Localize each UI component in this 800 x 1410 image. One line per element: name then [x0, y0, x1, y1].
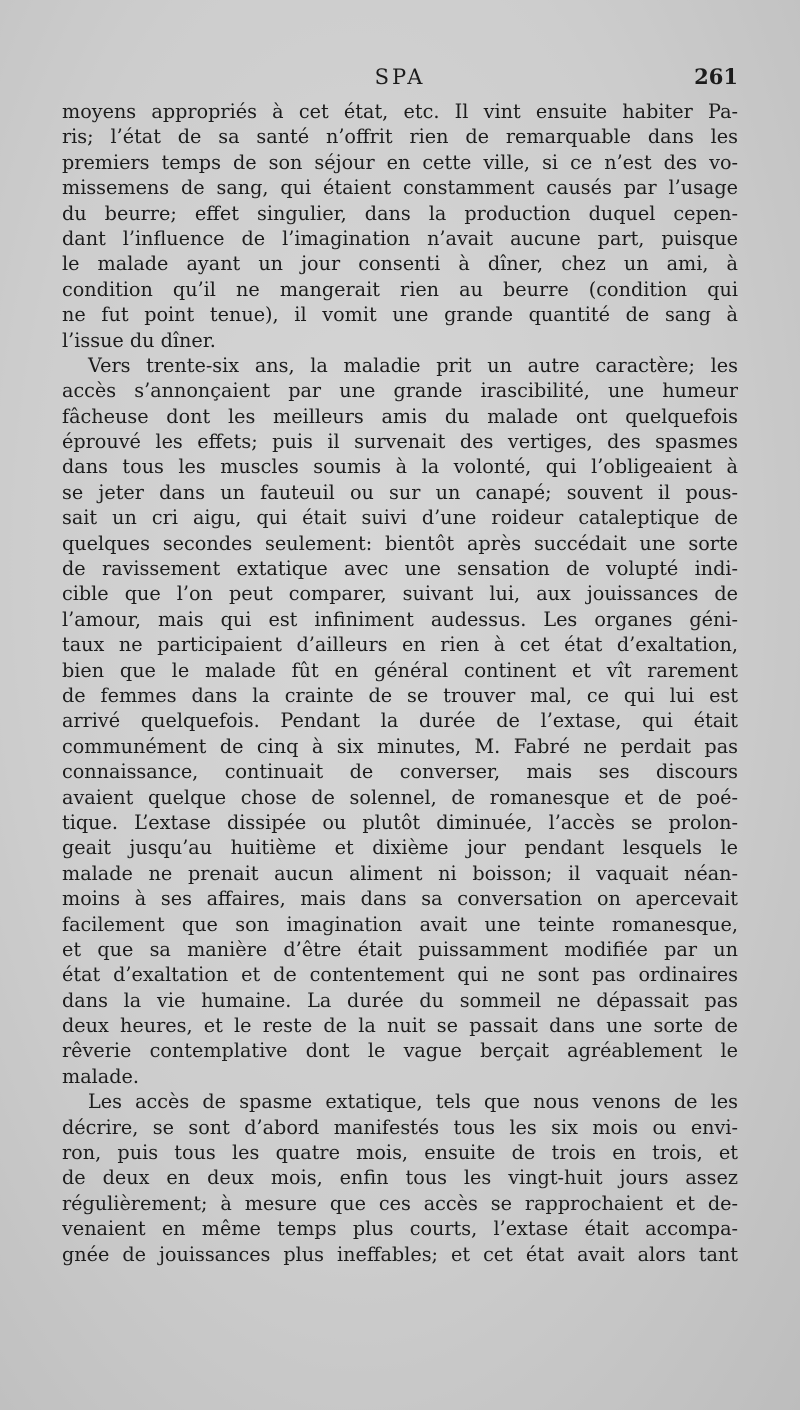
- text-line: quelques secondes seulement: bientôt après succédait une sorte: [62, 531, 738, 555]
- text-line: deux heures, et le reste de la nuit se passait dans une sorte de: [62, 1014, 738, 1038]
- text-line: le malade ayant un jour consenti à dîner, chez un ami, à: [62, 252, 738, 276]
- text-line: ron, puis tous les quatre mois, ensuite de trois en trois, et: [62, 1141, 738, 1165]
- text-line: communément de cinq à six minutes, M. Fabré ne perdait pas: [62, 734, 738, 758]
- text-line: ne fut point tenue), il vomit une grande quantité de sang à: [62, 303, 738, 327]
- text-line: premiers temps de son séjour en cette ville, si ce n’est des vo-: [62, 150, 738, 174]
- text-line: taux ne participaient d’ailleurs en rien à cet état d’exaltation,: [62, 633, 738, 657]
- text-line: condition qu’il ne mangerait rien au beurre (condition qui: [62, 277, 738, 301]
- text-line: état d’exaltation et de contentement qui ne sont pas ordinaires: [62, 963, 738, 987]
- text-line: moins à ses affaires, mais dans sa conversation on apercevait: [62, 887, 738, 911]
- text-line: Vers trente-six ans, la maladie prit un autre caractère; les: [88, 353, 738, 377]
- text-line: de femmes dans la crainte de se trouver mal, ce qui lui est: [62, 683, 738, 707]
- text-line: arrivé quelquefois. Pendant la durée de l’extase, qui était: [62, 709, 738, 733]
- text-line: facilement que son imagination avait une teinte romanesque,: [62, 912, 738, 936]
- page-header: [62, 62, 738, 92]
- text-line: malade.: [62, 1064, 139, 1088]
- text-line: tique. L’extase dissipée ou plutôt diminuée, l’accès se prolon-: [62, 810, 738, 834]
- text-line: ris; l’état de sa santé n’offrit rien de remarquable dans les: [62, 125, 738, 149]
- text-line: éprouvé les effets; puis il survenait des vertiges, des spasmes: [62, 430, 738, 454]
- text-line: fâcheuse dont les meilleurs amis du malade ont quelquefois: [62, 404, 738, 428]
- text-line: et que sa manière d’être était puissamment modifiée par un: [62, 937, 738, 961]
- text-line: se jeter dans un fauteuil ou sur un canapé; souvent il pous-: [62, 480, 738, 504]
- running-head: SPA: [374, 65, 426, 89]
- body-text: [62, 99, 738, 1267]
- text-line: l’issue du dîner.: [62, 328, 216, 352]
- text-line: dans la vie humaine. La durée du sommeil ne dépassait pas: [62, 988, 738, 1012]
- text-line: de deux en deux mois, enfin tous les vingt-huit jours assez: [62, 1166, 738, 1190]
- text-line: gnée de jouissances plus ineffables; et cet état avait alors tant: [62, 1242, 738, 1266]
- text-line: sait un cri aigu, qui était suivi d’une roideur cataleptique de: [62, 506, 738, 530]
- text-line: cible que l’on peut comparer, suivant lui, aux jouissances de: [62, 582, 738, 606]
- text-line: décrire, se sont d’abord manifestés tous les six mois ou envi-: [62, 1115, 738, 1139]
- text-line: malade ne prenait aucun aliment ni boisson; il vaquait néan-: [62, 861, 738, 885]
- text-line: dant l’influence de l’imagination n’avait aucune part, puisque: [62, 226, 738, 250]
- text-line: avaient quelque chose de solennel, de romanesque et de poé-: [62, 785, 738, 809]
- text-line: venaient en même temps plus courts, l’extase était accompa-: [62, 1217, 738, 1241]
- text-line: du beurre; effet singulier, dans la production duquel cepen-: [62, 201, 738, 225]
- text-line: accès s’annonçaient par une grande irascibilité, une humeur: [62, 379, 738, 403]
- text-line: de ravissement extatique avec une sensation de volupté indi-: [62, 557, 738, 581]
- text-line: Les accès de spasme extatique, tels que nous venons de les: [88, 1090, 738, 1114]
- text-line: geait jusqu’au huitième et dixième jour pendant lesquels le: [62, 836, 738, 860]
- text-line: connaissance, continuait de converser, mais ses discours: [62, 760, 738, 784]
- text-line: régulièrement; à mesure que ces accès se rapprochaient et de-: [62, 1191, 738, 1215]
- text-line: dans tous les muscles soumis à la volonté, qui l’obligeaient à: [62, 455, 738, 479]
- page-number: 261: [694, 64, 738, 89]
- text-line: rêverie contemplative dont le vague berçait agréablement le: [62, 1039, 738, 1063]
- text-line: missemens de sang, qui étaient constamment causés par l’usage: [62, 176, 738, 200]
- text-line: moyens appropriés à cet état, etc. Il vint ensuite habiter Pa-: [62, 100, 738, 123]
- text-line: bien que le malade fût en général continent et vît rarement: [62, 658, 738, 682]
- text-line: l’amour, mais qui est infiniment audessus. Les organes géni-: [62, 607, 738, 631]
